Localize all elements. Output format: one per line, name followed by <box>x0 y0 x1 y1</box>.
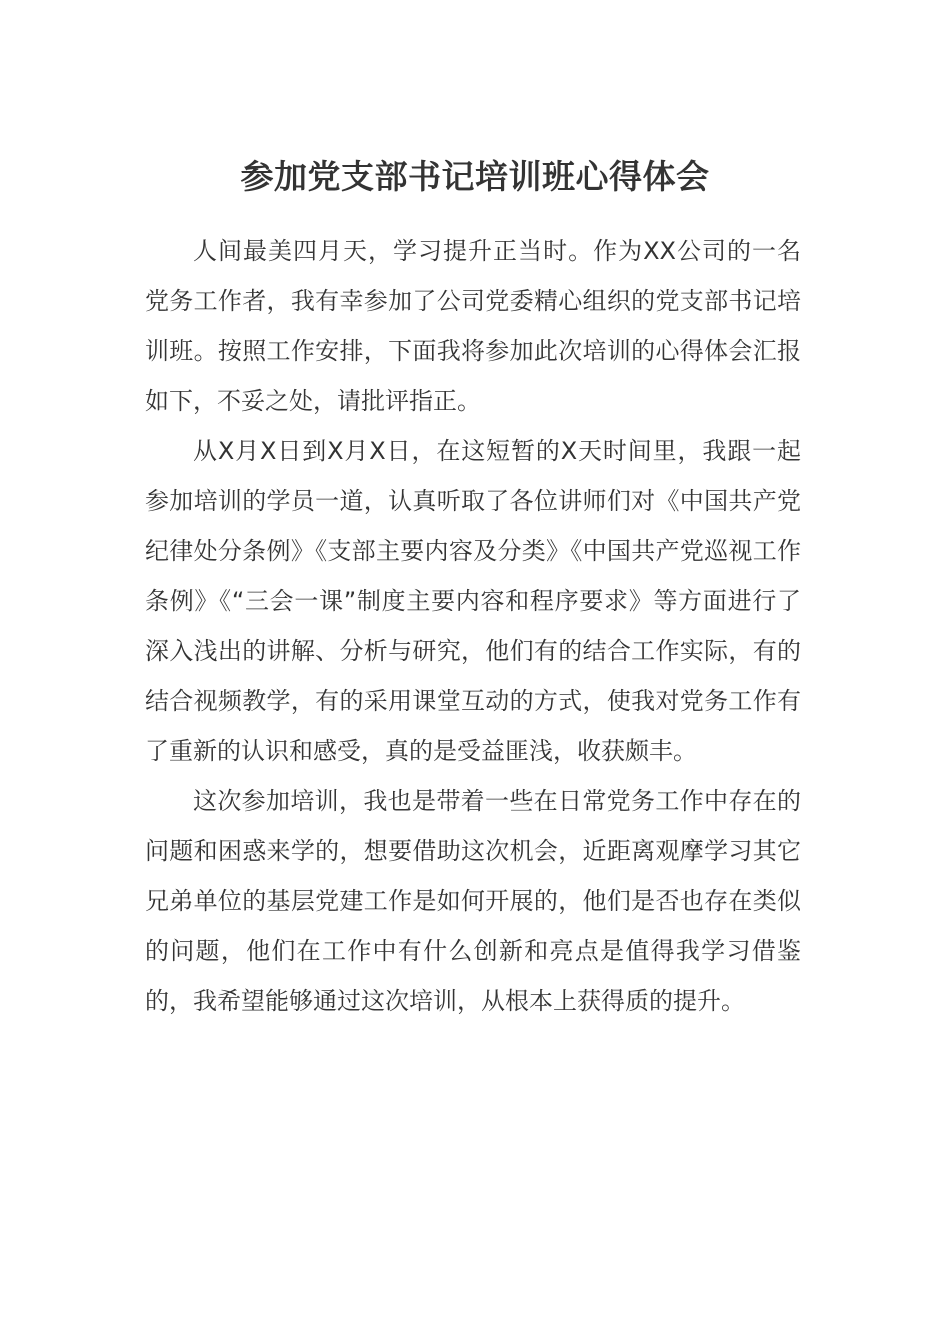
paragraph-3: 这次参加培训，我也是带着一些在日常党务工作中存在的问题和困惑来学的，想要借助这次机会，近距离观摩学习其它兄弟单位的基层党建工作是如何开展的，他们是否也存在类似的问题，他们在工作中有什么创新和亮点是值得我学习借鉴的，我希望能够通过这次培训，从根本上获得质的提升。 <box>145 787 801 1015</box>
document-title: 参加党支部书记培训班心得体会 <box>240 157 710 196</box>
paragraph-2: 从X月X日到X月X日，在这短暂的X天时间里，我跟一起参加培训的学员一道，认真听取了各位讲师们对《中国共产党纪律处分条例》《支部主要内容及分类》《中国共产党巡视工作条例》《“三会一课”制度主要内容和程序要求》等方面进行了深入浅出的讲解、分析与研究，他们有的结合工作实际，有的结合视频教学，有的采用课堂互动的方式，使我对党务工作有了重新的认识和感受，真的是受益匪浅，收获颇丰。 <box>145 437 801 765</box>
document-body <box>145 226 801 1026</box>
paragraph-1: 人间最美四月天，学习提升正当时。作为XX公司的一名党务工作者，我有幸参加了公司党委精心组织的党支部书记培训班。按照工作安排，下面我将参加此次培训的心得体会汇报如下，不妥之处，请批评指正。 <box>145 237 801 415</box>
